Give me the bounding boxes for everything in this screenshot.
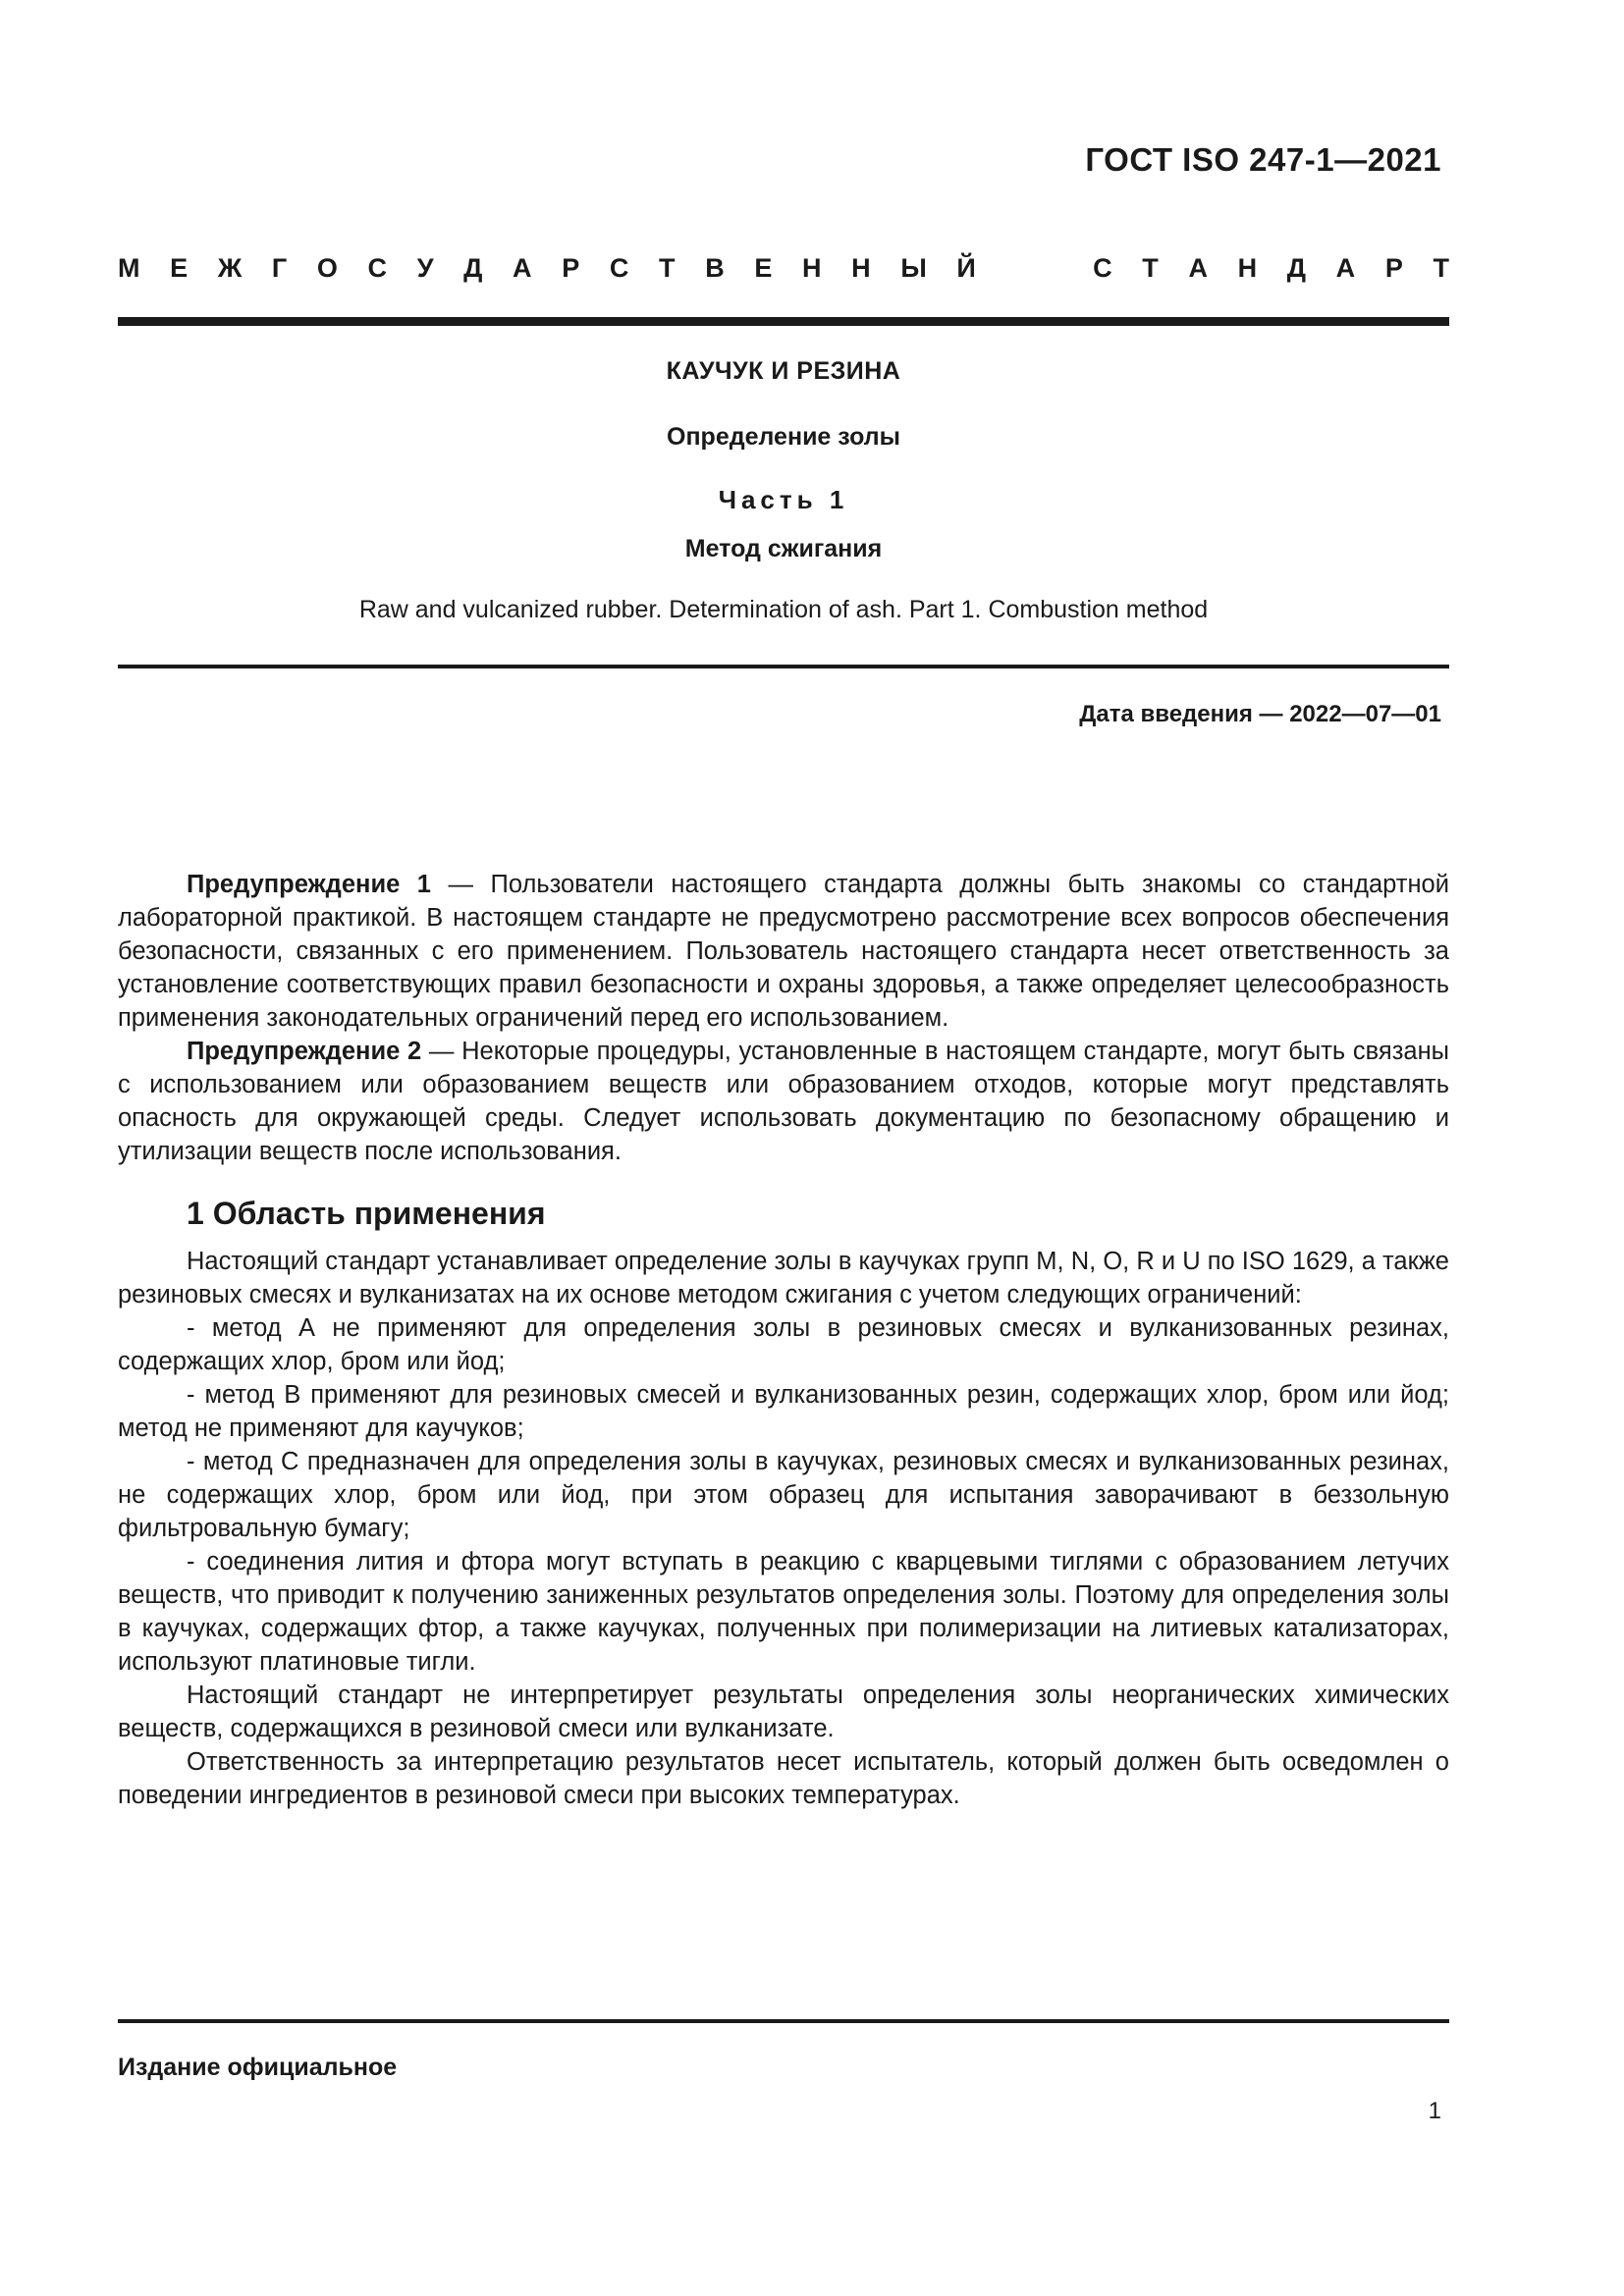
standard-type-letter: Т xyxy=(1433,253,1449,283)
standard-type-letter: Ы xyxy=(900,253,927,283)
standard-type-letter: Т xyxy=(659,253,676,283)
standard-type-letter: Е xyxy=(754,253,773,283)
document-code: ГОСТ ISO 247-1—2021 xyxy=(1085,141,1441,178)
section-paragraph: - соединения лития и фтора могут вступать в реакцию с кварцевыми тиглями с образованием летучих веществ, что приводит к получению заниженных результатов определения золы. Поэтому для определения золы в каучуках, содержащих фтор, а также каучуках, полученных при полимеризации на литиевых катализаторах, используют платиновые тигли. xyxy=(118,1548,1449,1676)
standard-type-letter: Н xyxy=(851,253,871,283)
standard-type-letter: Р xyxy=(1384,253,1403,283)
standard-type-letter: С xyxy=(1093,253,1112,283)
page-number: 1 xyxy=(1428,2098,1441,2124)
section-paragraph: - метод В применяют для резиновых смесей и вулканизованных резин, содержащих хлор, бром или йод; метод не применяют для каучуков; xyxy=(118,1381,1449,1442)
section-heading: 1 Область применения xyxy=(187,1196,546,1231)
standard-type-letter: А xyxy=(1188,253,1208,283)
standard-type-letter: Т xyxy=(1142,253,1159,283)
standard-type-letter: С xyxy=(609,253,629,283)
standard-type-letter: А xyxy=(513,253,532,283)
standard-type-letter: Д xyxy=(1286,253,1307,283)
standard-type-letter: Н xyxy=(1237,253,1258,283)
standard-type-letter: У xyxy=(416,253,434,283)
word-gap xyxy=(1005,253,1062,284)
standard-type-letter: М xyxy=(118,253,140,283)
footer-divider xyxy=(118,2019,1449,2023)
document-title: КАУЧУК И РЕЗИНА xyxy=(666,357,901,385)
section-paragraph: Настоящий стандарт устанавливает определение золы в каучуках групп М, N, O, R и U по ISO 1629, а также резиновых смесях и вулканизатах на их основе методом сжигания с учетом следующих ограничений: xyxy=(118,1248,1449,1308)
english-title: Raw and vulcanized rubber. Determination of ash. Part 1. Combustion method xyxy=(358,596,1209,623)
standard-type-letter: О xyxy=(316,253,338,283)
section-paragraph: - метод С предназначен для определения золы в каучуках, резиновых смесях и вулканизованных резинах, не содержащих хлор, бром или йод, при этом образец для испытания заворачивают в беззольную фильтровальную бумагу; xyxy=(118,1448,1449,1542)
standard-type-letter: Е xyxy=(170,253,189,283)
header-divider xyxy=(118,317,1449,326)
warning-text: — Пользователи настоящего стандарта должны быть знакомы со стандартной лабораторной практикой. В настоящем стандарте не предусмотрено рассмотрение всех вопросов обеспечения безопасности, связанных с его применением. Пользователь настоящего стандарта несет ответственность за установление соответствующих правил безопасности и охраны здоровья, а также определяет целесообразность применения законодательных ограничений перед его использованием. xyxy=(118,871,1449,1032)
standard-type-letter: С xyxy=(367,253,388,283)
warning-text: — Некоторые процедуры, установленные в настоящем стандарте, могут быть связаны с использованием или образованием веществ или образованием отходов, которые могут представлять опасность для окружающей среды. Следует использовать документацию по безопасному обращению и утилизации веществ после использования. xyxy=(118,1038,1449,1165)
section-paragraph: - метод А не применяют для определения золы в резиновых смесях и вулканизованных резинах, содержащих хлор, бром или йод; xyxy=(118,1314,1449,1375)
introduction-date: Дата введения — 2022—07—01 xyxy=(1079,701,1441,727)
body-text xyxy=(118,868,1449,1812)
standard-type-letter: Й xyxy=(956,253,976,283)
document-subtitle: Определение золы xyxy=(667,423,900,451)
document-method: Метод сжигания xyxy=(684,535,883,562)
standard-type-heading xyxy=(118,253,1449,284)
section-paragraph: Настоящий стандарт не интерпретирует результаты определения золы неорганических химических веществ, содержащихся в резиновой смеси или вулканизате. xyxy=(118,1682,1449,1742)
standard-type-letter: Г xyxy=(271,253,288,283)
document-part: Часть 1 xyxy=(718,485,849,514)
standard-type-letter: Д xyxy=(463,253,483,283)
standard-type-letter: Р xyxy=(562,253,580,283)
standard-type-letter: В xyxy=(705,253,725,283)
warning-paragraph xyxy=(118,868,1449,1035)
standard-type-letter: Ж xyxy=(217,253,243,283)
edition-label: Издание официальное xyxy=(118,2054,398,2081)
standard-type-letter: Н xyxy=(802,253,822,283)
warning-label: Предупреждение 2 xyxy=(187,1038,422,1065)
warning-paragraph xyxy=(118,1035,1449,1168)
standard-type-letter: А xyxy=(1335,253,1356,283)
warning-label: Предупреждение 1 xyxy=(187,871,431,898)
section-paragraph: Ответственность за интерпретацию результатов несет испытатель, который должен быть осведомлен о поведении ингредиентов в резиновой смеси при высоких температурах. xyxy=(118,1748,1449,1809)
title-divider xyxy=(118,665,1449,668)
